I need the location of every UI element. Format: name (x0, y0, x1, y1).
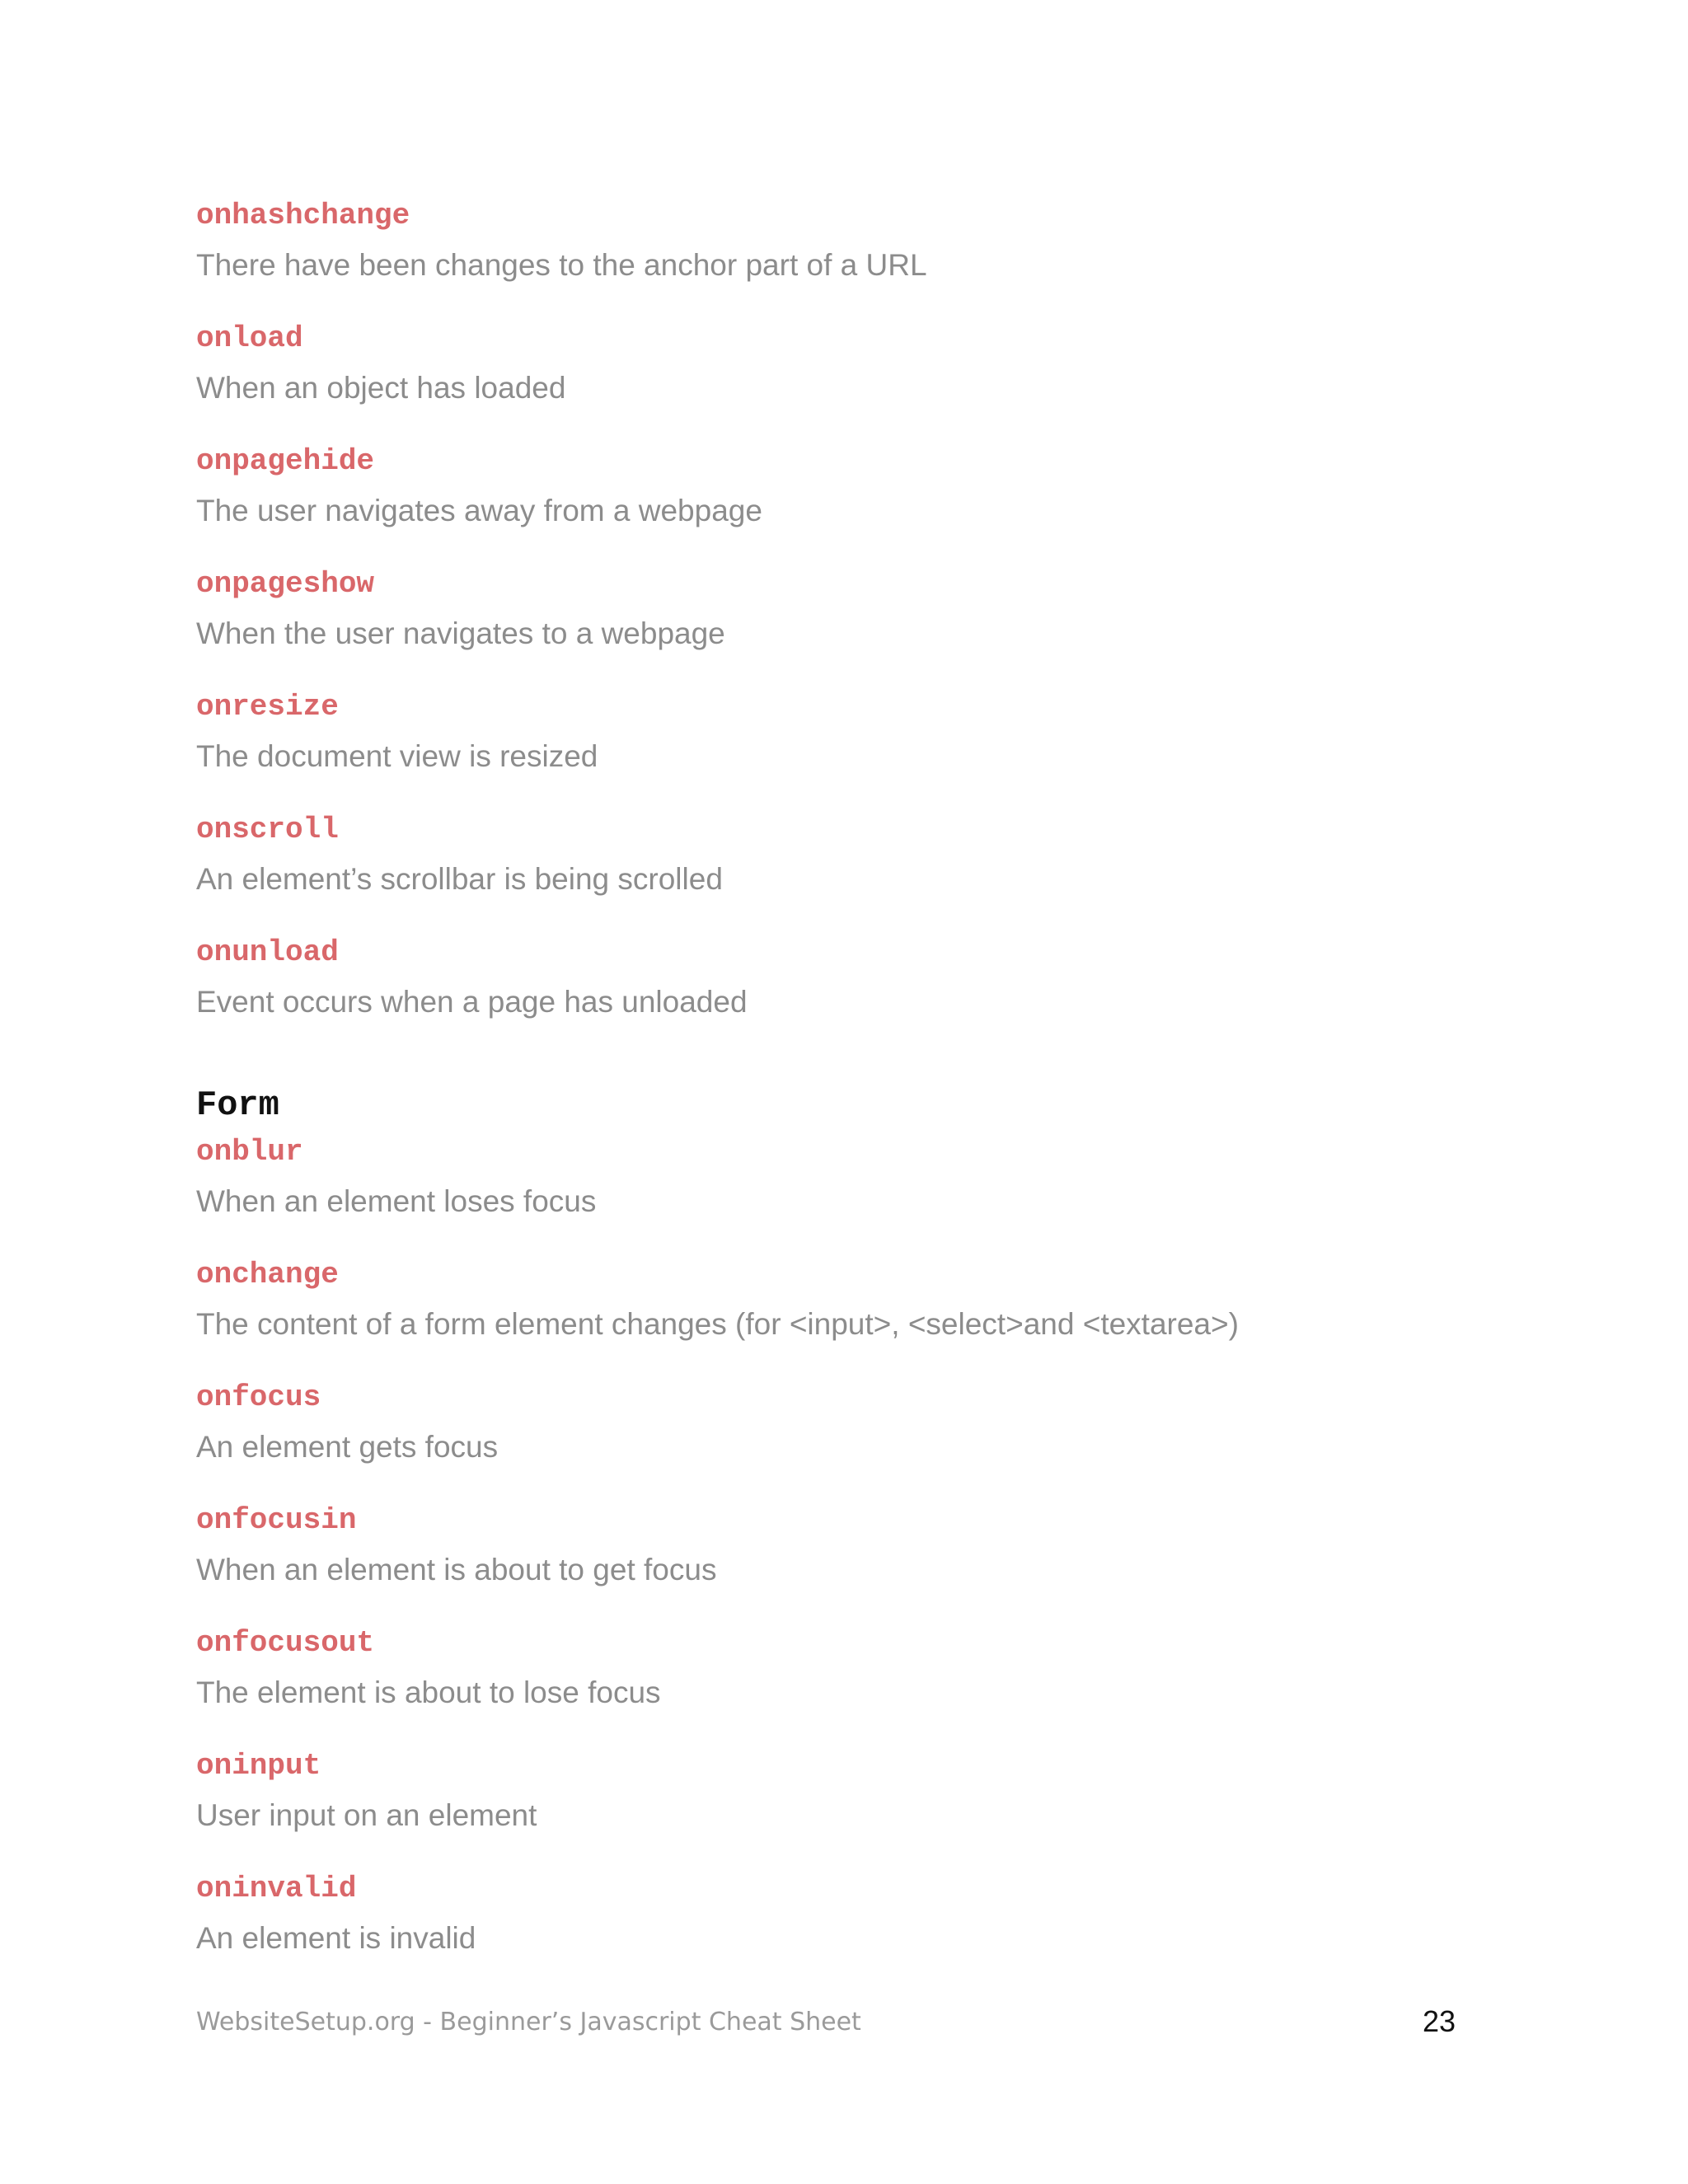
event-entry (196, 316, 1498, 411)
event-description: There have been changes to the anchor part of a URL (196, 248, 927, 282)
event-description: When an object has loaded (196, 371, 566, 405)
event-entry (196, 1497, 1498, 1593)
event-description: The element is about to lose focus (196, 1675, 661, 1709)
event-description: Event occurs when a page has unloaded (196, 985, 748, 1019)
section-title-form: Form (196, 1085, 279, 1125)
event-entry (196, 1252, 1498, 1347)
event-entry (196, 1375, 1498, 1470)
event-term: onscroll (196, 813, 339, 846)
event-entry (196, 1129, 1498, 1225)
event-description: When an element loses focus (196, 1184, 597, 1218)
event-term: onload (196, 321, 303, 355)
event-term: onresize (196, 690, 339, 724)
event-term: onchange (196, 1258, 339, 1291)
event-description: An element is invalid (196, 1921, 476, 1955)
event-entry (196, 193, 1498, 288)
event-list-top (196, 193, 1498, 1025)
event-description: The document view is resized (196, 739, 598, 773)
event-description: User input on an element (196, 1798, 537, 1832)
event-entry (196, 807, 1498, 902)
event-description: The content of a form element changes (for <input>, <select>and <textarea>) (196, 1307, 1239, 1341)
event-description: An element’s scrollbar is being scrolled (196, 862, 723, 896)
page-number: 23 (1422, 2004, 1456, 2038)
event-description: When the user navigates to a webpage (196, 616, 725, 650)
event-term: onpagehide (196, 444, 375, 478)
event-entry (196, 1866, 1498, 1961)
event-entry (196, 930, 1498, 1025)
event-term: oninput (196, 1749, 321, 1783)
event-entry (196, 561, 1498, 657)
event-entry (196, 1620, 1498, 1716)
event-description: The user navigates away from a webpage (196, 494, 762, 527)
event-term: onunload (196, 935, 339, 969)
event-list-form (196, 1129, 1498, 1961)
footer-source: WebsiteSetup.org - Beginner’s Javascript Cheat Sheet (196, 2008, 861, 2036)
event-term: onfocusout (196, 1626, 375, 1660)
event-entry (196, 684, 1498, 780)
event-entry (196, 1743, 1498, 1839)
event-term: onfocus (196, 1380, 321, 1414)
event-description: When an element is about to get focus (196, 1553, 717, 1586)
event-entry (196, 438, 1498, 534)
event-term: onhashchange (196, 199, 410, 232)
page-content (196, 193, 1498, 1989)
event-term: onblur (196, 1135, 303, 1169)
event-term: onfocusin (196, 1503, 357, 1537)
event-term: oninvalid (196, 1872, 357, 1905)
event-term: onpageshow (196, 567, 375, 601)
event-description: An element gets focus (196, 1430, 499, 1464)
